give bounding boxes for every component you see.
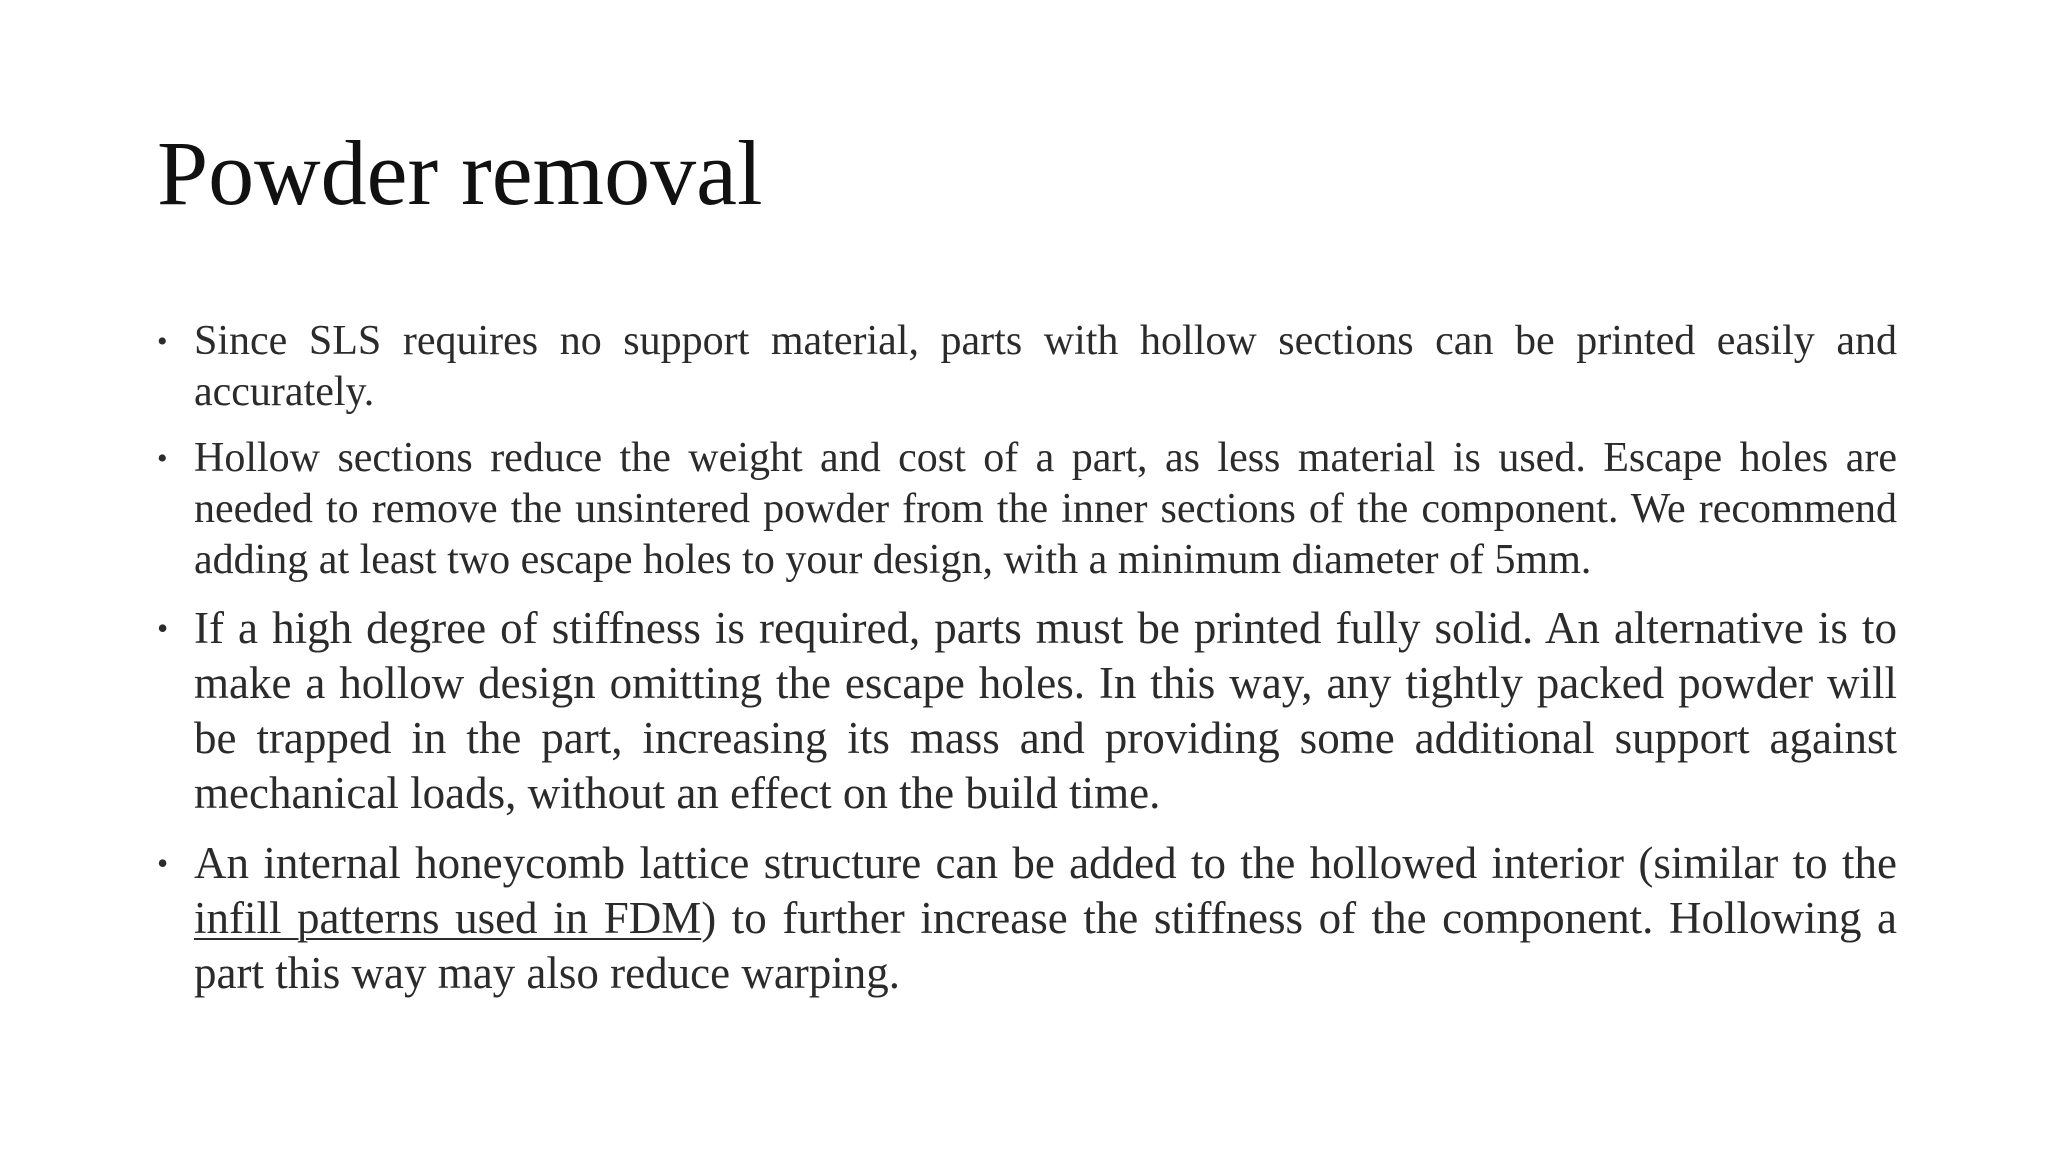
bullet-dot-icon: •	[157, 442, 168, 475]
bullet-text: Since SLS requires no support material, parts with hollow sections can be printed easily and accurately.	[194, 318, 1897, 415]
bullet-text-before: An internal honeycomb lattice structure can be added to the hollowed interior (similar to the	[194, 838, 1897, 888]
bullet-list	[157, 316, 1897, 1001]
bullet-text: Hollow sections reduce the weight and cost of a part, as less material is used. Escape holes are needed to remove the unsintered powder from the inner sections of the component. We recommend adding at least two escape holes to your design, with a minimum diameter of 5mm.	[194, 435, 1897, 583]
bullet-item	[157, 433, 1897, 586]
bullet-item	[157, 836, 1897, 1001]
bullet-dot-icon: •	[157, 610, 169, 646]
bullet-item	[157, 601, 1897, 821]
bullet-item	[157, 316, 1897, 418]
bullet-dot-icon: •	[157, 325, 168, 358]
bullet-dot-icon: •	[157, 845, 169, 881]
infill-patterns-link[interactable]: infill patterns used in FDM	[194, 893, 702, 943]
bullet-text: If a high degree of stiffness is required, parts must be printed fully solid. An alternative is to make a hollow design omitting the escape holes. In this way, any tightly packed powder will be trapped in the part, increasing its mass and providing some additional support against mechanical loads, without an effect on the build time.	[194, 603, 1897, 818]
slide-title: Powder removal	[157, 122, 763, 224]
bullet-text-after: ) to further increase the stiffness of the component. Hollowing a part this way may also reduce warping.	[194, 893, 1897, 998]
